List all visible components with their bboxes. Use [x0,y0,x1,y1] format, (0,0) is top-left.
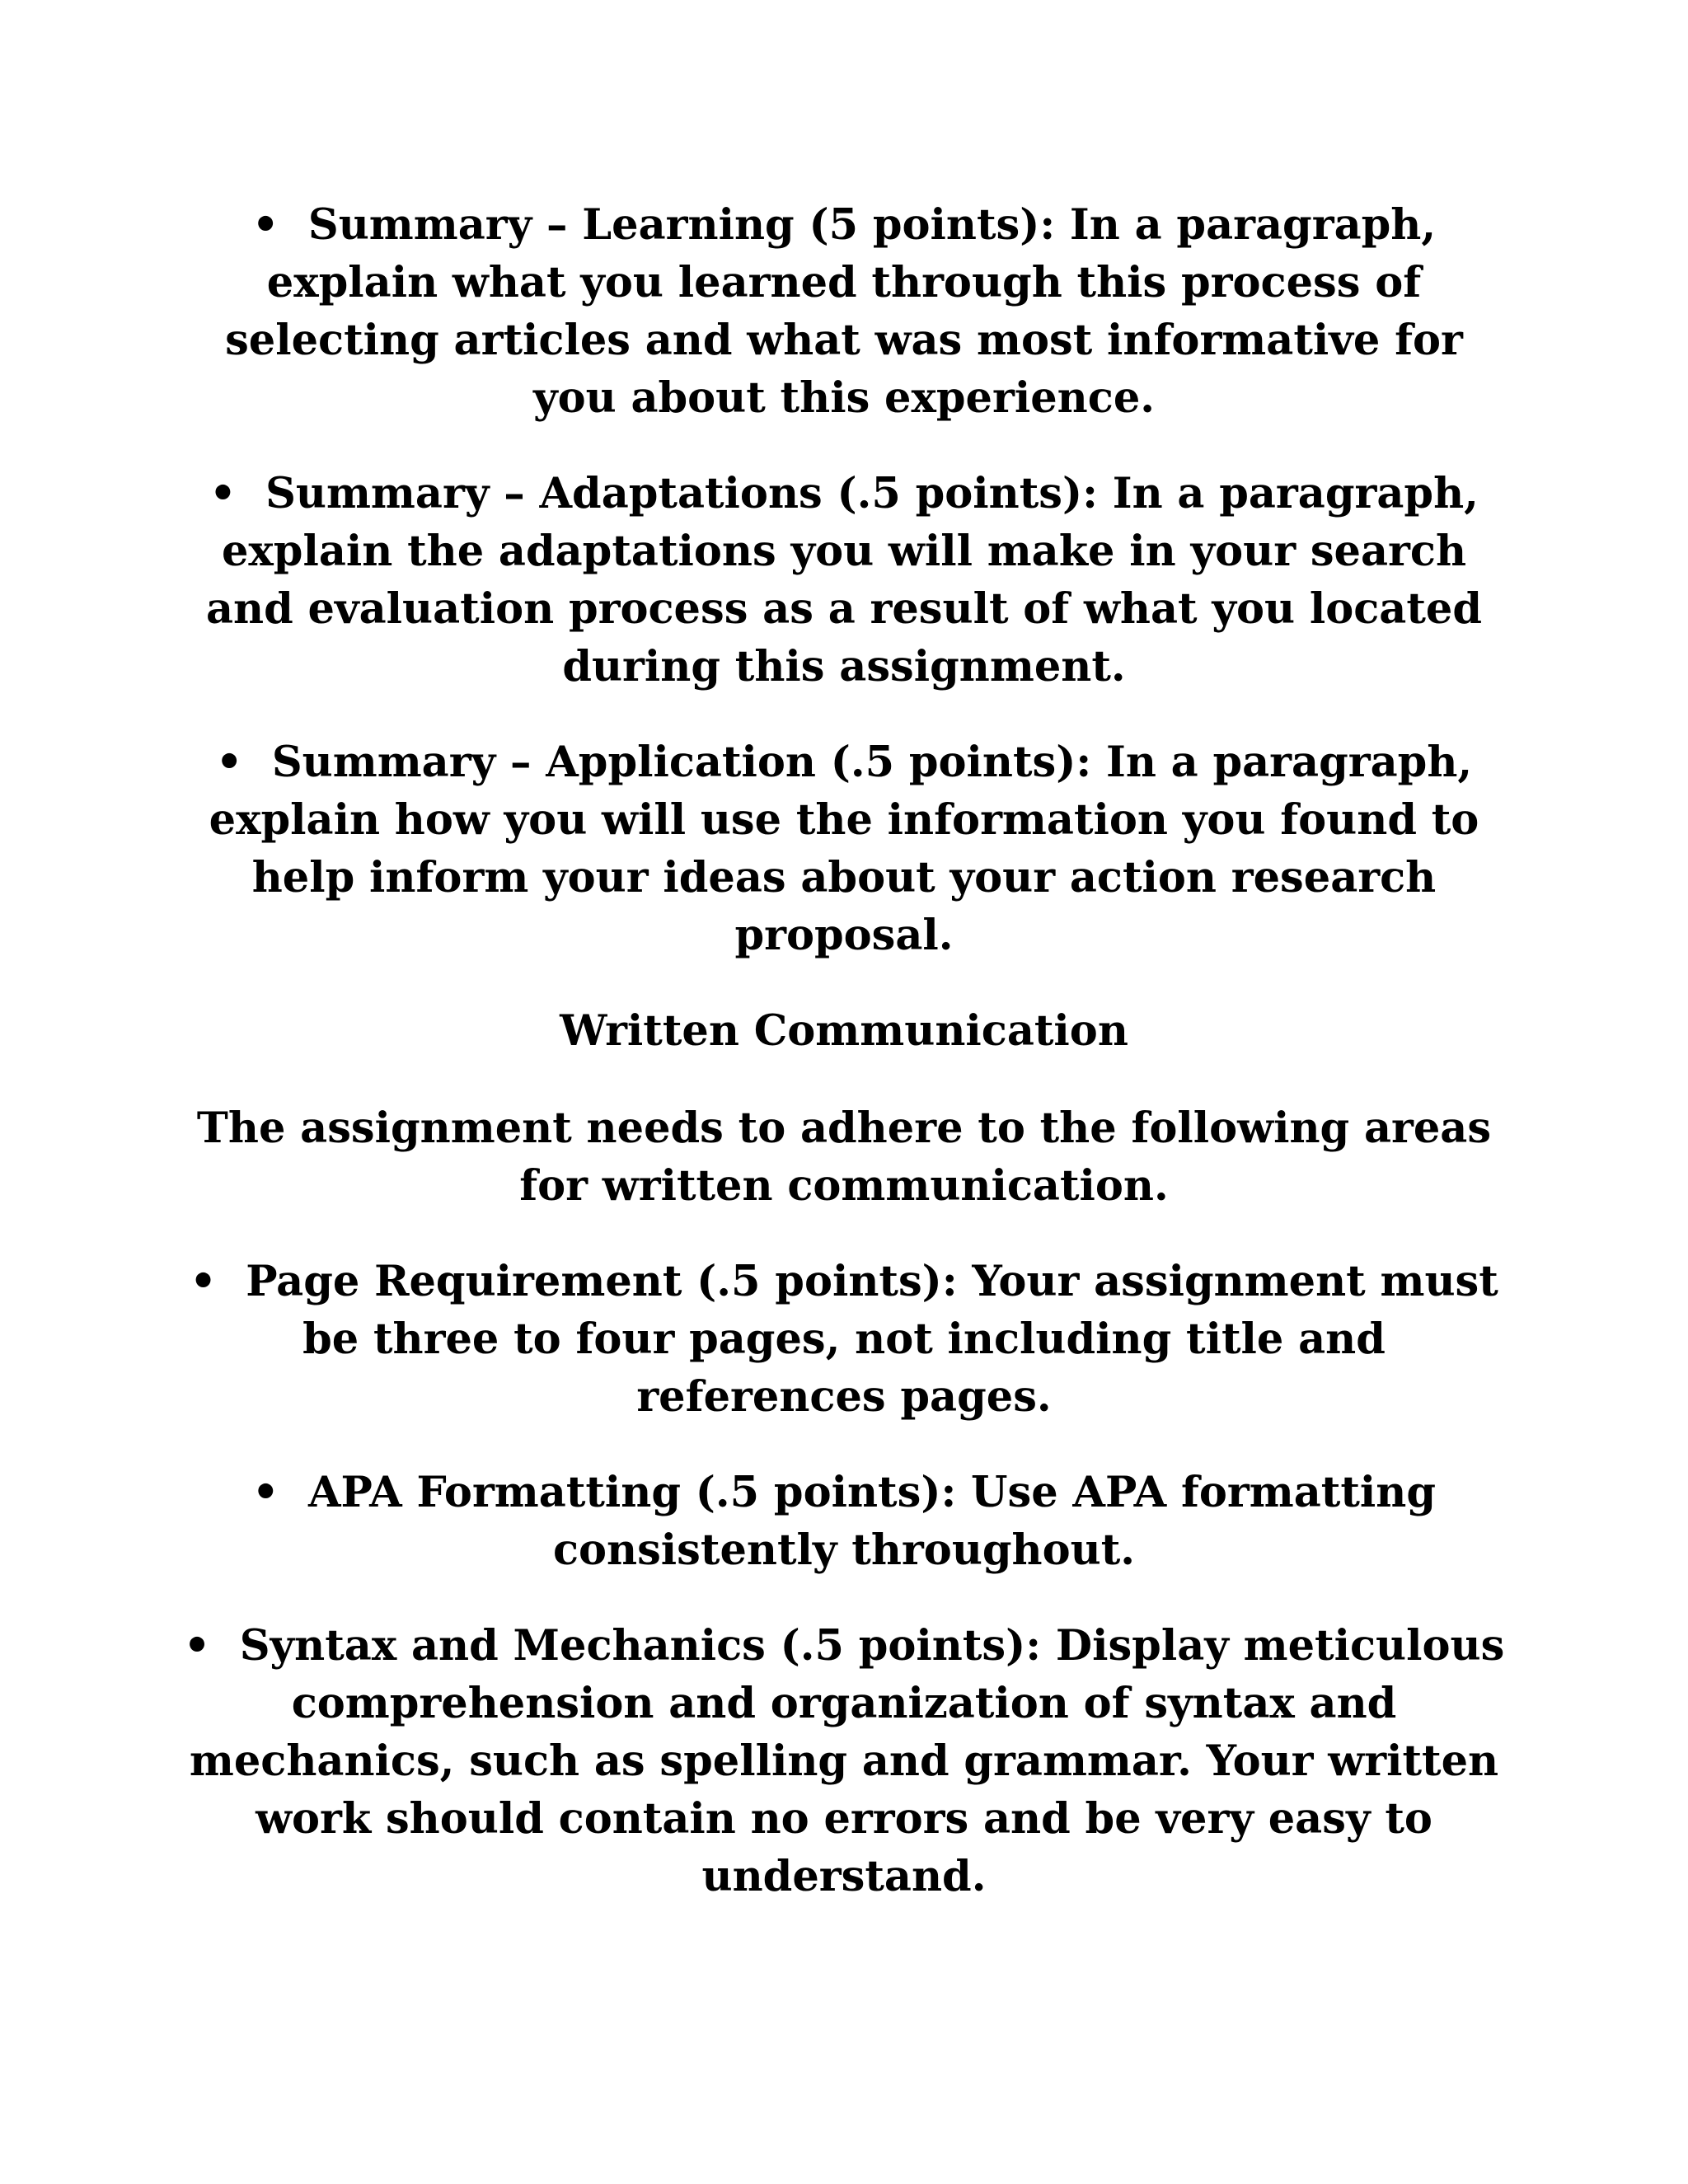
bullet-text: Page Requirement (.5 points): Your assignment must be three to four pages, not including title and references pages. [246,1257,1498,1422]
bullet-icon: • [209,469,237,518]
bullet-apa-formatting [181,1464,1507,1579]
bullet-summary-learning [181,196,1507,427]
bullet-icon: • [251,1468,279,1517]
bullet-summary-application [181,733,1507,964]
bullet-summary-adaptations [181,465,1507,696]
bullet-text: APA Formatting (.5 points): Use APA formatting consistently throughout. [307,1468,1437,1575]
bullet-page-requirement [181,1253,1507,1426]
bullet-text: Summary – Application (.5 points): In a paragraph, explain how you will use the information you found to help inform your ideas about your action research proposal. [209,738,1479,960]
bullet-text: Summary – Adaptations (.5 points): In a paragraph, explain the adaptations you will make in your search and evaluation process as a result of what you located during this assignment. [206,469,1482,691]
bullet-icon: • [215,738,243,787]
bullet-icon: • [183,1621,211,1671]
bullet-text: Syntax and Mechanics (.5 points): Display meticulous comprehension and organization of syntax and mechanics, such as spelling and grammar. Your written work should contain no errors and be very easy to understand. [189,1621,1505,1901]
section-intro: The assignment needs to adhere to the following areas for written communication. [196,1104,1492,1211]
bullet-icon: • [251,200,279,250]
document-page [181,196,1507,1943]
bullet-syntax-mechanics [181,1617,1507,1905]
bullet-icon: • [190,1257,217,1306]
bullet-text: Summary – Learning (5 points): In a paragraph, explain what you learned through this process of selecting articles and what was most informative for you about this experience. [225,200,1463,423]
section-heading: Written Communication [560,1006,1128,1056]
